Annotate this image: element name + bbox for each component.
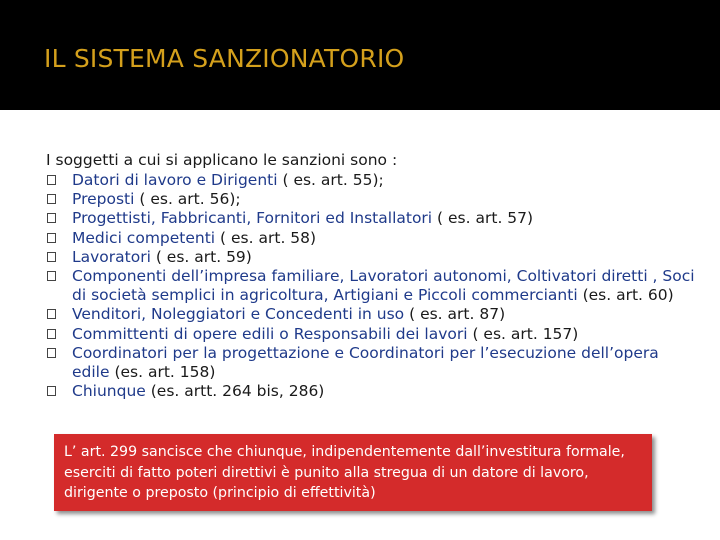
item-highlight: Chiunque [72, 382, 146, 401]
callout-box [54, 434, 652, 511]
subjects-list [46, 171, 696, 401]
item-reference: ( es. art. 57) [432, 209, 534, 228]
list-item [46, 209, 696, 228]
item-highlight: Venditori, Noleggiatori e Concedenti in uso [72, 305, 405, 324]
checkbox-bullet-icon [47, 252, 56, 262]
item-highlight: Lavoratori [72, 247, 151, 266]
item-highlight: Medici competenti [72, 228, 216, 247]
callout-text: L’ art. 299 sancisce che chiunque, indipendentemente dall’investitura formale, eserciti di fatto poteri direttivi è punito alla stregua di un datore di lavoro, dirigente o preposto (principio di effettività) [64, 444, 625, 501]
list-item [46, 325, 696, 344]
checkbox-bullet-icon [47, 309, 56, 319]
checkbox-bullet-icon [47, 194, 56, 204]
title-band [0, 0, 720, 110]
checkbox-bullet-icon [47, 329, 56, 339]
list-item [46, 267, 696, 305]
checkbox-bullet-icon [47, 233, 56, 243]
list-item [46, 229, 696, 248]
checkbox-bullet-icon [47, 271, 56, 281]
list-item [46, 190, 696, 209]
item-reference: ( es. art. 58) [215, 228, 317, 247]
item-highlight: Datori di lavoro e Dirigenti [72, 171, 278, 189]
item-highlight: Preposti [72, 190, 135, 209]
checkbox-bullet-icon [47, 348, 56, 358]
item-highlight: Committenti di opere edili o Responsabili dei lavori [72, 324, 468, 343]
list-item [46, 382, 696, 401]
item-highlight: Coordinatori per la progettazione e Coordinatori per l’esecuzione dell’opera edile [72, 343, 659, 382]
list-item [46, 305, 696, 324]
list-item [46, 248, 696, 267]
item-reference: (es. artt. 264 bis, 286) [145, 382, 325, 401]
item-reference: (es. art. 60) [577, 286, 674, 305]
checkbox-bullet-icon [47, 386, 56, 396]
item-reference: ( es. art. 59) [150, 247, 252, 266]
item-highlight: Progettisti, Fabbricanti, Fornitori ed Installatori [72, 209, 433, 228]
checkbox-bullet-icon [47, 213, 56, 223]
item-highlight: Componenti dell’impresa familiare, Lavoratori autonomi, Coltivatori diretti , Soci di società semplici in agricoltura, Artigiani e Piccoli commercianti [72, 267, 695, 305]
slide-title: IL SISTEMA SANZIONATORIO [44, 44, 405, 73]
checkbox-bullet-icon [47, 175, 56, 185]
intro-text: I soggetti a cui si applicano le sanzioni sono : [46, 151, 398, 169]
item-reference: ( es. art. 55); [277, 171, 384, 189]
item-reference: ( es. art. 87) [404, 305, 506, 324]
item-reference: ( es. art. 56); [134, 190, 241, 209]
item-reference: (es. art. 158) [109, 363, 216, 382]
list-item [46, 171, 696, 190]
list-item [46, 344, 696, 382]
item-reference: ( es. art. 157) [467, 324, 579, 343]
